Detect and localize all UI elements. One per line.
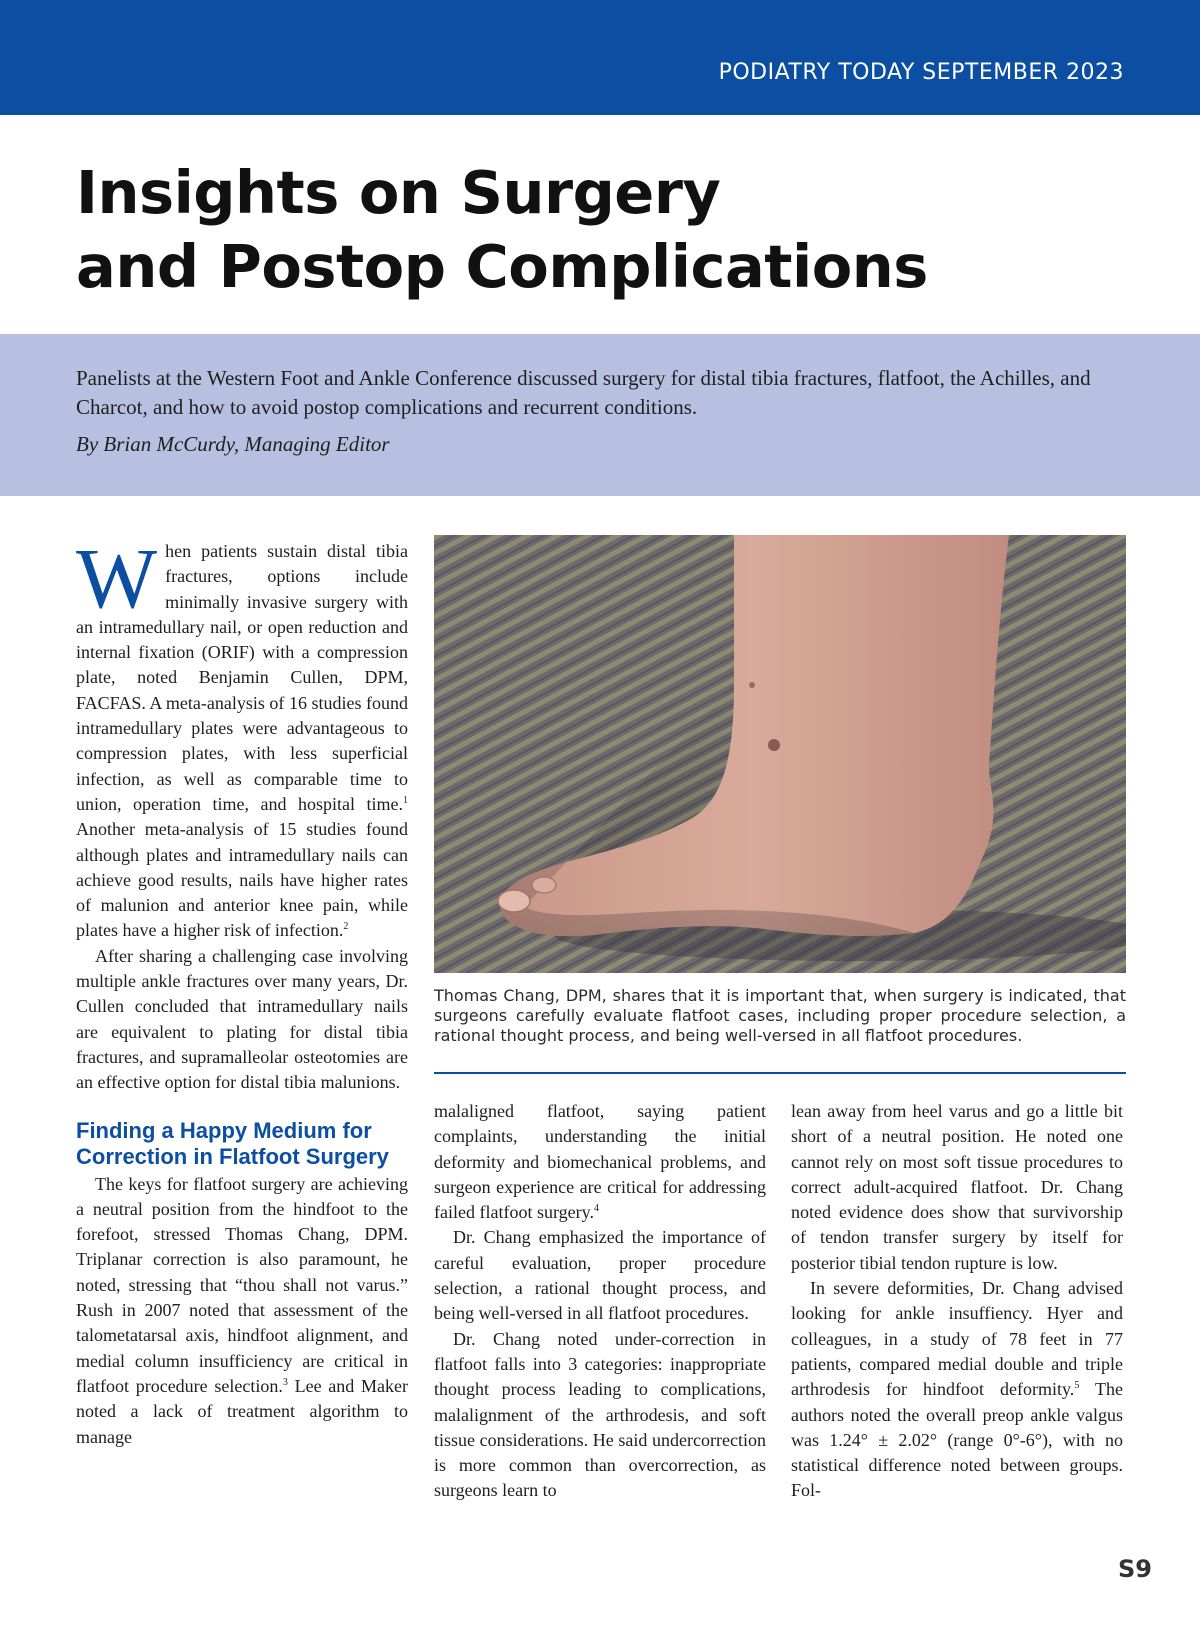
paragraph-6: Dr. Chang noted under-correction in flatfoot falls into 3 categories: inappropriate thought process leading to complications, malalignment of the arthrodesis, and soft tissue considerations. He said undercorrection is more common than overcorrection, as surgeons learn to [434, 1328, 766, 1501]
article-dek: Panelists at the Western Foot and Ankle Conference discussed surgery for distal tibia fractures, flatfoot, the Achilles, and Charcot, and how to avoid postop complications and recurrent conditions. [76, 366, 1091, 419]
section-subhead: Finding a Happy Medium for Correction in Flatfoot Surgery [76, 1117, 389, 1169]
flatfoot-photo [434, 535, 1126, 973]
reference-4: 4 [593, 1203, 599, 1215]
caption-rule [434, 1072, 1126, 1074]
paragraph-3 [76, 1172, 408, 1450]
page-number: S9 [1118, 1555, 1152, 1583]
paragraph-3-text-b: Lee and Maker noted a lack of treatment algorithm to manage [76, 1375, 408, 1447]
paragraph-1-text: hen patients sustain distal tibia fractures, options include minimally invasive surgery with an intramedullary nail, or open reduction and internal fixation (ORIF) with a compression plate, noted Benjamin Cullen, DPM, FACFAS. A meta-analysis of 16 studies found intramedullary plates were advantageous to compression plates, with less superficial infection, as well as comparable time to union, operation time, and hospital time. [76, 541, 408, 814]
dek-band [0, 334, 1200, 496]
paragraph-5: Dr. Chang emphasized the importance of careful evaluation, proper procedure selection, a rational thought process, and being well-versed in all flatfoot procedures. [434, 1227, 766, 1324]
reference-5: 5 [1074, 1380, 1080, 1392]
article-title [76, 156, 1116, 304]
byline: By Brian McCurdy, Managing Editor [76, 432, 390, 456]
reference-1: 1 [403, 794, 408, 806]
foot-illustration [434, 535, 1126, 973]
column-2 [434, 1099, 766, 1504]
publication-label: PODIATRY TODAY SEPTEMBER 2023 [718, 60, 1124, 85]
drop-cap: W [76, 530, 158, 626]
paragraph-3-text: The keys for flatfoot surgery are achieving a neutral position from the hindfoot to the forefoot, stressed Thomas Chang, DPM. Triplanar correction is also paramount, he noted, stressing that “thou shall not varus.” Rush in 2007 noted that assessment of the talometatarsal axis, hindfoot alignment, and medial column insufficiency are critical in flatfoot procedure selection. [76, 1173, 408, 1396]
paragraph-8-text: In severe deformities, Dr. Chang advised looking for ankle insuffiency. Hyer and colleagues, in a study of 78 feet in 77 patients, compared medial double and triple arthrodesis for hindfoot deformity. [791, 1278, 1123, 1400]
paragraph-8-text-b: The authors noted the overall preop ankle valgus was 1.24° ± 2.02° (range 0°-6°), with no statistical difference noted between groups. Fol- [791, 1379, 1123, 1501]
column-1 [76, 530, 408, 1450]
paragraph-8 [791, 1276, 1123, 1504]
reference-3: 3 [282, 1376, 288, 1388]
title-line-2: and Postop Complications [76, 232, 928, 301]
paragraph-1 [76, 530, 408, 944]
paragraph-4-text: malaligned flatfoot, saying patient complaints, understanding the initial deformity and biomechanical problems, and surgeon experience are critical for addressing failed flatfoot surgery. [434, 1101, 766, 1223]
reference-2: 2 [343, 921, 349, 933]
paragraph-2: After sharing a challenging case involving multiple ankle fractures over many years, Dr. Cullen concluded that intramedullary nails are equivalent to plating for distal tibia fractures, and supramalleolar osteotomies are an effective option for distal tibia malunions. [76, 945, 408, 1093]
paragraph-1-text-b: Another meta-analysis of 15 studies found although plates and intramedullary nails can achieve good results, nails have higher rates of malunion and anterior knee pain, while plates have a higher risk of infection. [76, 819, 408, 941]
title-line-1: Insights on Surgery [76, 158, 721, 227]
paragraph-4 [434, 1099, 766, 1225]
paragraph-7: lean away from heel varus and go a little bit short of a neutral position. He noted one cannot rely on most soft tissue procedures to correct adult-acquired flatfoot. Dr. Chang noted evidence does show that survivorship of tendon transfer surgery by itself for posterior tibial tendon rupture is low. [791, 1101, 1123, 1273]
header-band [0, 0, 1200, 115]
column-3 [791, 1099, 1123, 1504]
photo-caption: Thomas Chang, DPM, shares that it is important that, when surgery is indicated, that surgeons carefully evaluate flatfoot cases, including proper procedure selection, a rational thought process, and being well-versed in all flatfoot procedures. [434, 986, 1126, 1045]
